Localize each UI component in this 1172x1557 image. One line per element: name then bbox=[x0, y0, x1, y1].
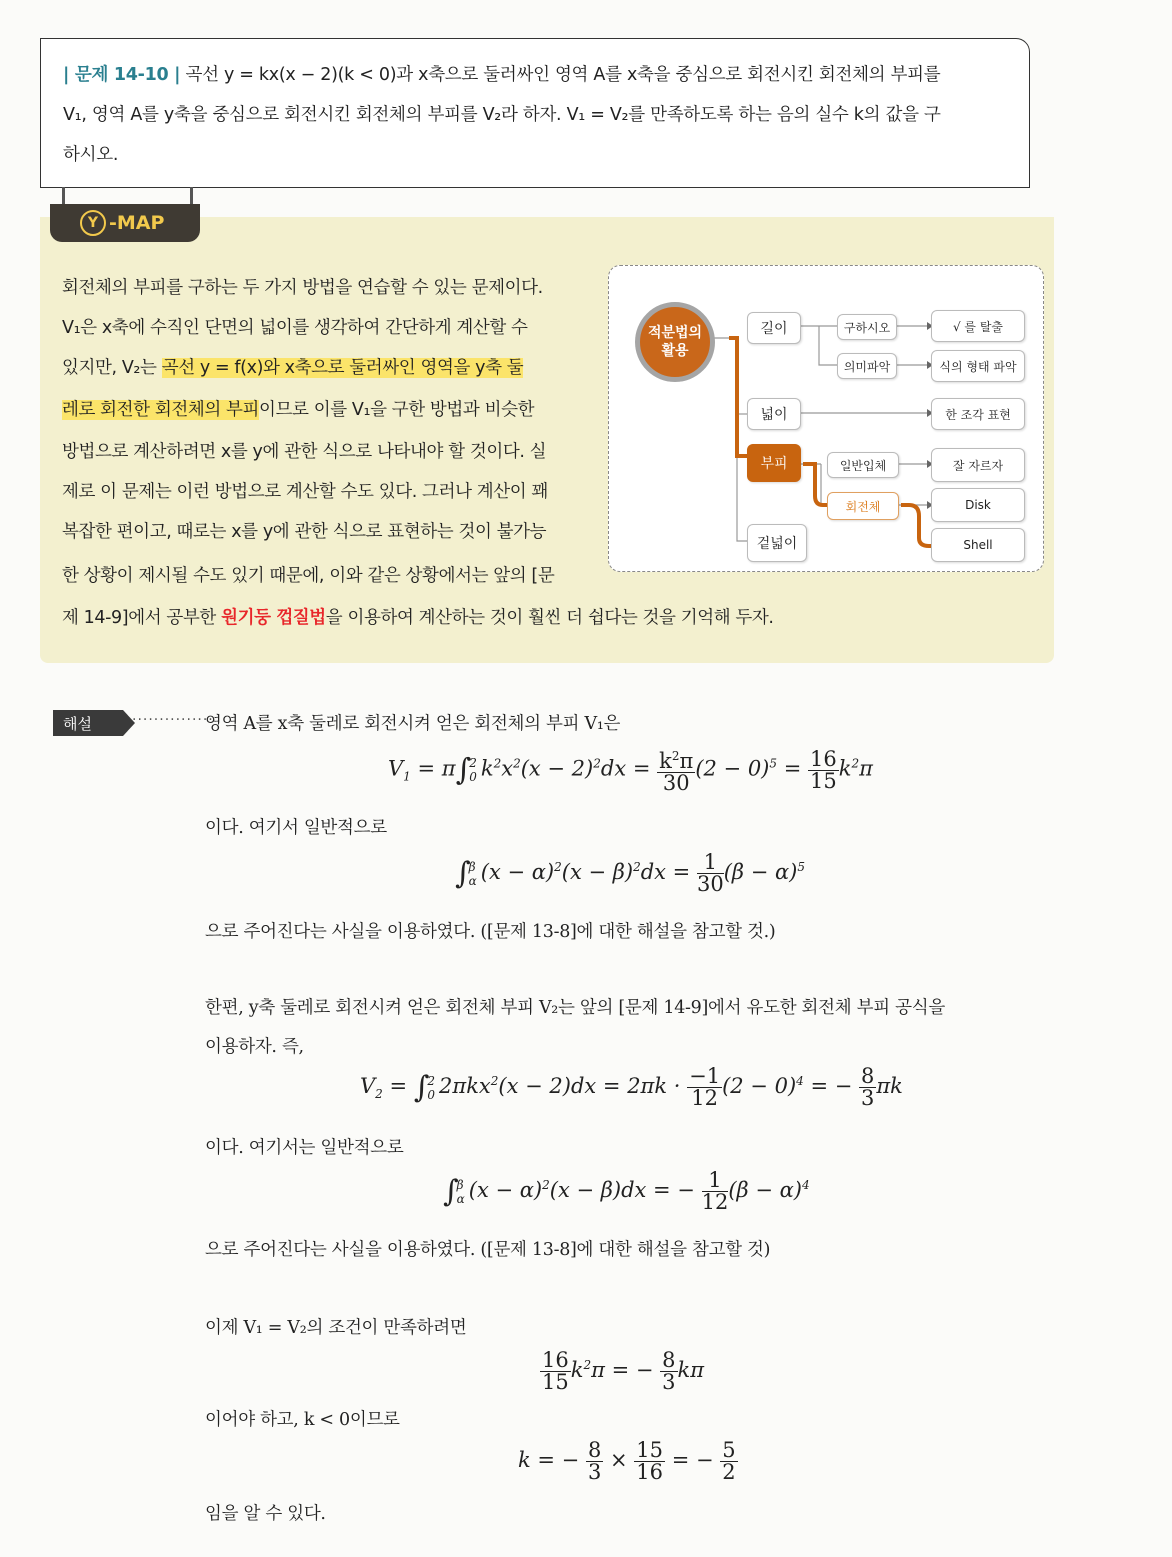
leader-dots: ··············· bbox=[132, 712, 214, 728]
text-v2-a: 한편, y축 둘레로 회전시켜 얻은 회전체 부피 V₂는 앞의 [문제 14-9]에서 유도한 회전체 부피 공식을 bbox=[205, 998, 945, 1018]
text-after-2: 으로 주어진다는 사실을 이용하였다. ([문제 13-8]에 대한 해설을 참고할 것.) bbox=[205, 922, 776, 942]
node-general-solid: 일반입체 bbox=[827, 452, 899, 478]
ymap-badge bbox=[50, 204, 200, 242]
concept-map bbox=[608, 265, 1044, 572]
text-condition: 이제 V₁ = V₂의 조건이 만족하려면 bbox=[205, 1318, 467, 1338]
ymap-line-6: 제로 이 문제는 이런 방법으로 계산할 수도 있다. 그러나 계산이 꽤 bbox=[62, 482, 548, 502]
ymap-text: 제 14-9]에서 공부한 bbox=[62, 608, 222, 628]
text-since: 이어야 하고, k < 0이므로 bbox=[205, 1410, 400, 1430]
ymap-line-5: 방법으로 계산하려면 x를 y에 관한 식으로 나타내야 할 것이다. 실 bbox=[62, 442, 547, 462]
text-after-1: 이다. 여기서 일반적으로 bbox=[205, 818, 387, 838]
ymap-line-8: 한 상황이 제시될 수도 있기 때문에, 이와 같은 상황에서는 앞의 [문 bbox=[62, 566, 555, 586]
ymap-badge-label: -MAP bbox=[109, 212, 165, 234]
text-after-3: 이다. 여기서는 일반적으로 bbox=[205, 1138, 404, 1158]
equation-k: k = − $\frac{8}{3}$ × $\frac{15}{16}$ = − $\frac{5}{2}$ bbox=[518, 1438, 736, 1484]
equation-v1: $V_1 = \pi\int$ 2 0 $k^2x^2(x - 2)^2dx$ = $\frac{k^2\pi}{30}$ $(2 - 0)^5$ = $\frac{16}{15}$ $k^2\pi$ bbox=[388, 746, 873, 795]
ymap-text: 이므로 이를 V₁을 구한 방법과 비슷한 bbox=[259, 400, 535, 420]
node-volume: 부피 bbox=[747, 444, 801, 482]
ymap-highlight-1: 곡선 y = f(x)와 x축으로 둘러싸인 영역을 y축 둘 bbox=[161, 358, 524, 378]
problem-line-2: V₁, 영역 A를 y축을 중심으로 회전시킨 회전체의 부피를 V₂라 하자. V₁ = V₂를 만족하도록 하는 음의 실수 k의 값을 구 bbox=[63, 105, 941, 125]
y-circle-icon: Y bbox=[80, 210, 106, 236]
problem-line-1 bbox=[63, 55, 1009, 95]
ymap-text: 있지만, V₂는 bbox=[62, 358, 162, 378]
node-disk: Disk bbox=[931, 488, 1025, 522]
text-v2-b: 이용하자. 즉, bbox=[205, 1037, 304, 1057]
concept-root: 적분법의 활용 bbox=[635, 302, 715, 382]
ymap-text: 을 이용하여 계산하는 것이 훨씬 더 쉽다는 것을 기억해 두자. bbox=[325, 608, 774, 628]
node-escape-root: √ 를 탈출 bbox=[931, 310, 1025, 342]
problem-text-1: 곡선 y = kx(x − 2)(k < 0)과 x축으로 둘러싸인 영역 A를 x축을 중심으로 회전시킨 회전체의 부피를 bbox=[180, 65, 941, 85]
node-length: 길이 bbox=[747, 312, 801, 344]
equation-v2: $V_2$ = ∫ 2 0 2πkx$^2$(x − 2)dx = 2πk · $\frac{-1}{12}$ $(2 - 0)^4$ = − $\frac{8}{3}$ πk bbox=[360, 1064, 903, 1110]
solution-badge: 해설 bbox=[53, 710, 123, 736]
problem-box bbox=[40, 38, 1030, 188]
ymap-line-7: 복잡한 편이고, 때로는 x를 y에 관한 식으로 표현하는 것이 불가능 bbox=[62, 522, 547, 542]
ymap-emphasis: 원기둥 껍질법 bbox=[221, 608, 326, 628]
text-end: 임을 알 수 있다. bbox=[205, 1504, 326, 1524]
ymap-line-4 bbox=[62, 390, 534, 430]
node-form: 식의 형태 파악 bbox=[931, 350, 1025, 382]
problem-line-3: 하시오. bbox=[63, 145, 119, 165]
node-shell: Shell bbox=[931, 528, 1025, 562]
ymap-line-1: 회전체의 부피를 구하는 두 가지 방법을 연습할 수 있는 문제이다. bbox=[62, 278, 543, 298]
node-surface: 겉넓이 bbox=[747, 524, 807, 562]
node-meaning: 의미파악 bbox=[837, 353, 897, 379]
node-solid-of-revolution: 회전체 bbox=[827, 492, 899, 520]
node-cut: 잘 자르자 bbox=[931, 448, 1025, 482]
node-find: 구하시오 bbox=[837, 314, 897, 340]
equation-condition: $\frac{16}{15}$ $k^2\pi$ = − $\frac{8}{3}$ kπ bbox=[542, 1348, 705, 1394]
equation-general-1: ∫ β α $(x - \alpha)^2(x - \beta)^2dx$ = $\frac{1}{30}$ $(\beta - \alpha)^5$ bbox=[455, 850, 805, 896]
ymap-line-9 bbox=[62, 598, 774, 638]
equation-general-2: ∫ β α $(x - \alpha)^2(x - \beta)dx$ = − $\frac{1}{12}$ $(\beta - \alpha)^4$ bbox=[443, 1168, 810, 1214]
solution-intro: 영역 A를 x축 둘레로 회전시켜 얻은 회전체의 부피 V₁은 bbox=[205, 714, 621, 734]
ymap-line-3 bbox=[62, 348, 523, 388]
text-after-4: 으로 주어진다는 사실을 이용하였다. ([문제 13-8]에 대한 해설을 참고할 것) bbox=[205, 1240, 771, 1260]
ymap-highlight-2: 레로 회전한 회전체의 부피 bbox=[62, 400, 260, 420]
node-piece: 한 조각 표현 bbox=[931, 398, 1025, 430]
problem-number: | 문제 14-10 | bbox=[63, 65, 181, 85]
ymap-line-2: V₁은 x축에 수직인 단면의 넓이를 생각하여 간단하게 계산할 수 bbox=[62, 318, 528, 338]
node-area: 넓이 bbox=[747, 398, 801, 430]
